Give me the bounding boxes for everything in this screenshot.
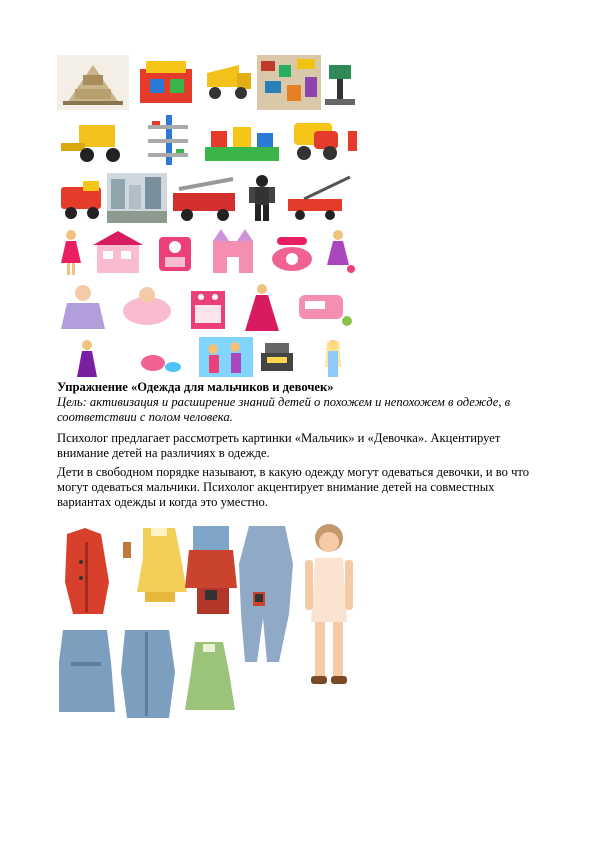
toy-collage (57, 55, 357, 377)
parking-garage-icon (140, 113, 198, 168)
action-figure-icon (243, 173, 281, 223)
toy-cash-register-icon (257, 337, 297, 377)
princess-doll-icon (237, 281, 287, 333)
play-stove-icon (185, 281, 231, 333)
doll-icon (57, 337, 117, 377)
dollhouse-icon (89, 227, 147, 277)
fairy-dolls-icon (199, 337, 253, 377)
doll-castle-icon (203, 227, 263, 277)
toy-city-icon (107, 173, 167, 223)
doll-icon (57, 227, 85, 277)
dump-truck-icon (203, 55, 255, 110)
doll-icon (309, 337, 357, 377)
paragraph-discussion: Дети в свободном порядке называют, в какую одежду могут одеваться девочки, и во что могут одеваться мальчики. Психолог акцентирует внимание детей на совместных вариантах одежды и когда это уместно. (57, 465, 530, 509)
toy-tools-icon (323, 55, 357, 110)
tea-set-icon (133, 337, 187, 377)
paper-doll-clothes-image (57, 522, 367, 744)
toy-sewing-machine-icon (289, 281, 357, 333)
combine-harvester-icon (57, 113, 137, 168)
doll-icon (319, 227, 357, 277)
lego-town-icon (201, 113, 283, 168)
construction-toys-icon (257, 55, 321, 110)
pyramid-building-set-icon (57, 55, 129, 110)
baby-doll-icon (57, 281, 109, 333)
toy-kitchen-icon (151, 227, 199, 277)
exercise-aim: Цель: активизация и расширение знаний детей о похожем и непохожем в одежде, в соответствии с полом человека. (57, 395, 511, 424)
toy-truck-icon (348, 113, 357, 168)
fire-truck-icon (57, 173, 105, 223)
blue-jacket-icon (121, 630, 175, 718)
blue-dress-icon (59, 630, 115, 712)
fire-engine-icon (169, 173, 241, 223)
doll-cradle-icon (113, 281, 181, 333)
paragraph-instructions: Психолог предлагает рассмотреть картинки «Мальчик» и «Девочка». Акцентирует внимание детей на различиях в одежде. (57, 431, 501, 460)
toy-phone-icon (267, 227, 317, 277)
exercise-title: Упражнение «Одежда для мальчиков и девочек» (57, 380, 334, 394)
toy-truck-icon (286, 113, 346, 168)
duplo-set-icon (132, 55, 200, 110)
crane-truck-icon (284, 173, 357, 223)
